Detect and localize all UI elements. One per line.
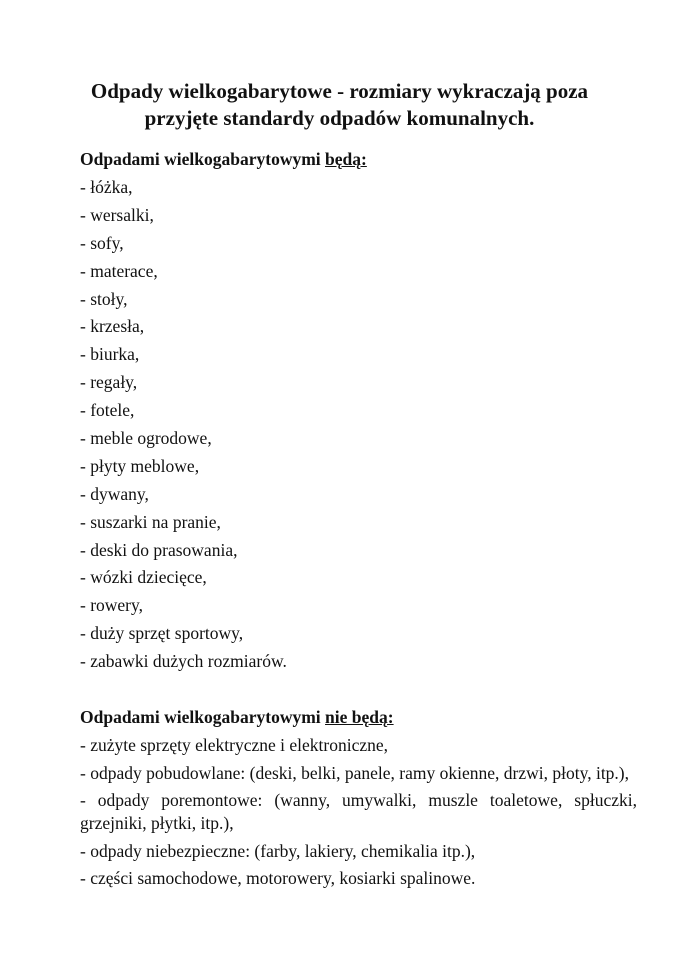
list-item: - odpady niebezpieczne: (farby, lakiery, chemikalia itp.), (80, 840, 476, 861)
list-item: - zabawki dużych rozmiarów. (80, 651, 287, 672)
list-item: - meble ogrodowe, (80, 428, 212, 449)
list-item: - deski do prasowania, (80, 539, 238, 560)
excluded-heading (80, 706, 394, 728)
list-item: - rowery, (80, 595, 144, 616)
excluded-heading-prefix: Odpadami wielkogabarytowymi (80, 707, 321, 727)
included-items-list (80, 176, 287, 678)
list-item: - wózki dziecięce, (80, 567, 207, 588)
list-item: - duży sprzęt sportowy, (80, 623, 244, 644)
list-item: - łóżka, (80, 177, 133, 197)
list-item: - fotele, (80, 400, 135, 421)
list-item: - odpady pobudowlane: (deski, belki, panele, ramy okienne, drzwi, płoty, itp.), (80, 762, 630, 783)
list-item: - stoły, (80, 288, 128, 309)
list-item: - płyty meblowe, (80, 455, 200, 476)
list-item: - materace, (80, 260, 158, 281)
excluded-items-list (80, 734, 637, 895)
title-line-1: Odpady wielkogabarytowe - rozmiary wykraczają poza (90, 79, 589, 103)
list-item: - suszarki na pranie, (80, 511, 221, 532)
list-item: - regały, (80, 372, 138, 393)
list-item: - zużyte sprzęty elektryczne i elektroniczne, (80, 735, 389, 755)
included-heading-emphasis: będą: (325, 149, 367, 169)
included-heading-prefix: Odpadami wielkogabarytowymi (80, 149, 321, 169)
list-item: - odpady poremontowe: (wanny, umywalki, muszle toaletowe, spłuczki, grzejniki, płytki, itp.), (80, 790, 637, 833)
list-item: - krzesła, (80, 316, 145, 337)
title-line-2: przyjęte standardy odpadów komunalnych. (144, 106, 535, 130)
document-title (40, 78, 639, 132)
excluded-heading-emphasis: nie będą: (325, 707, 394, 727)
list-item: - sofy, (80, 232, 124, 253)
list-item: - wersalki, (80, 204, 154, 225)
list-item: - części samochodowe, motorowery, kosiarki spalinowe. (80, 868, 476, 888)
list-item: - biurka, (80, 344, 140, 365)
included-heading (80, 148, 367, 170)
list-item: - dywany, (80, 483, 149, 504)
